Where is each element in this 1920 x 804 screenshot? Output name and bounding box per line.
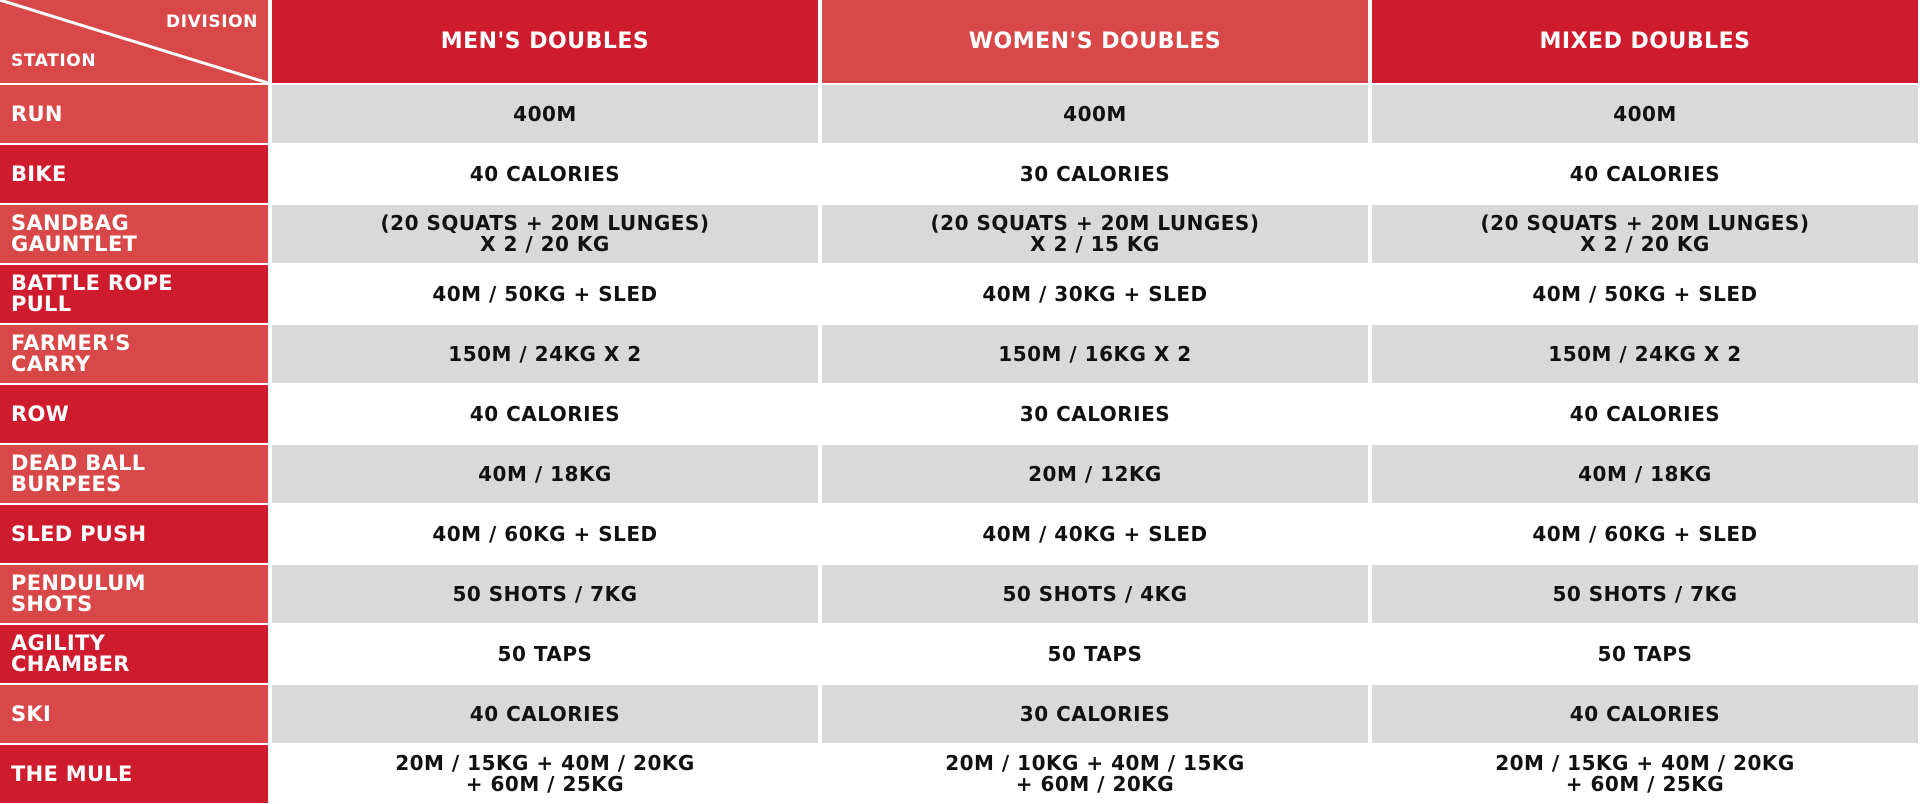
station-label: SANDBAG GAUNTLET [0, 205, 268, 263]
station-label: SLED PUSH [0, 505, 268, 563]
table-cell: 50 SHOTS / 7KG [272, 565, 818, 623]
station-label: PENDULUM SHOTS [0, 565, 268, 623]
table-cell: 40M / 50KG + SLED [272, 265, 818, 323]
table-cell: 40M / 60KG + SLED [272, 505, 818, 563]
table-cell: 150M / 24KG X 2 [272, 325, 818, 383]
table-cell: 40 CALORIES [272, 145, 818, 203]
station-label: SKI [0, 685, 268, 743]
column-header-mens-doubles: MEN'S DOUBLES [272, 0, 818, 83]
table-cell: 400M [1372, 85, 1918, 143]
table-cell: 40 CALORIES [272, 385, 818, 443]
table-cell: (20 SQUATS + 20M LUNGES) X 2 / 20 KG [1372, 205, 1918, 263]
table-cell: 40M / 18KG [1372, 445, 1918, 503]
table-cell: 30 CALORIES [822, 385, 1368, 443]
table-cell: 40 CALORIES [272, 685, 818, 743]
table-cell: 40M / 40KG + SLED [822, 505, 1368, 563]
table-cell: 50 SHOTS / 4KG [822, 565, 1368, 623]
table-cell: 20M / 15KG + 40M / 20KG + 60M / 25KG [1372, 745, 1918, 803]
table-cell: 50 TAPS [1372, 625, 1918, 683]
station-label: ROW [0, 385, 268, 443]
column-header-womens-doubles: WOMEN'S DOUBLES [822, 0, 1368, 83]
corner-station-label: STATION [11, 51, 97, 71]
corner-division-label: DIVISION [166, 12, 258, 32]
table-cell: 20M / 12KG [822, 445, 1368, 503]
table-cell: 40M / 50KG + SLED [1372, 265, 1918, 323]
table-cell: 50 SHOTS / 7KG [1372, 565, 1918, 623]
station-label: THE MULE [0, 745, 268, 803]
table-cell: (20 SQUATS + 20M LUNGES) X 2 / 20 KG [272, 205, 818, 263]
table-cell: 50 TAPS [822, 625, 1368, 683]
station-label: BIKE [0, 145, 268, 203]
table-cell: 40M / 30KG + SLED [822, 265, 1368, 323]
table-cell: 30 CALORIES [822, 145, 1368, 203]
table-cell: 150M / 16KG X 2 [822, 325, 1368, 383]
table-cell: 20M / 15KG + 40M / 20KG + 60M / 25KG [272, 745, 818, 803]
station-label: AGILITY CHAMBER [0, 625, 268, 683]
table-cell: 40 CALORIES [1372, 685, 1918, 743]
table-cell: 400M [822, 85, 1368, 143]
table-cell: 40M / 60KG + SLED [1372, 505, 1918, 563]
table-cell: 400M [272, 85, 818, 143]
table-cell: 50 TAPS [272, 625, 818, 683]
table-cell: 40 CALORIES [1372, 385, 1918, 443]
header-corner-cell [0, 0, 268, 83]
table-cell: (20 SQUATS + 20M LUNGES) X 2 / 15 KG [822, 205, 1368, 263]
table-cell: 20M / 10KG + 40M / 15KG + 60M / 20KG [822, 745, 1368, 803]
table-cell: 40M / 18KG [272, 445, 818, 503]
station-label: DEAD BALL BURPEES [0, 445, 268, 503]
table-cell: 150M / 24KG X 2 [1372, 325, 1918, 383]
station-label: BATTLE ROPE PULL [0, 265, 268, 323]
station-label: FARMER'S CARRY [0, 325, 268, 383]
table-cell: 30 CALORIES [822, 685, 1368, 743]
column-header-mixed-doubles: MIXED DOUBLES [1372, 0, 1918, 83]
station-label: RUN [0, 85, 268, 143]
table-cell: 40 CALORIES [1372, 145, 1918, 203]
